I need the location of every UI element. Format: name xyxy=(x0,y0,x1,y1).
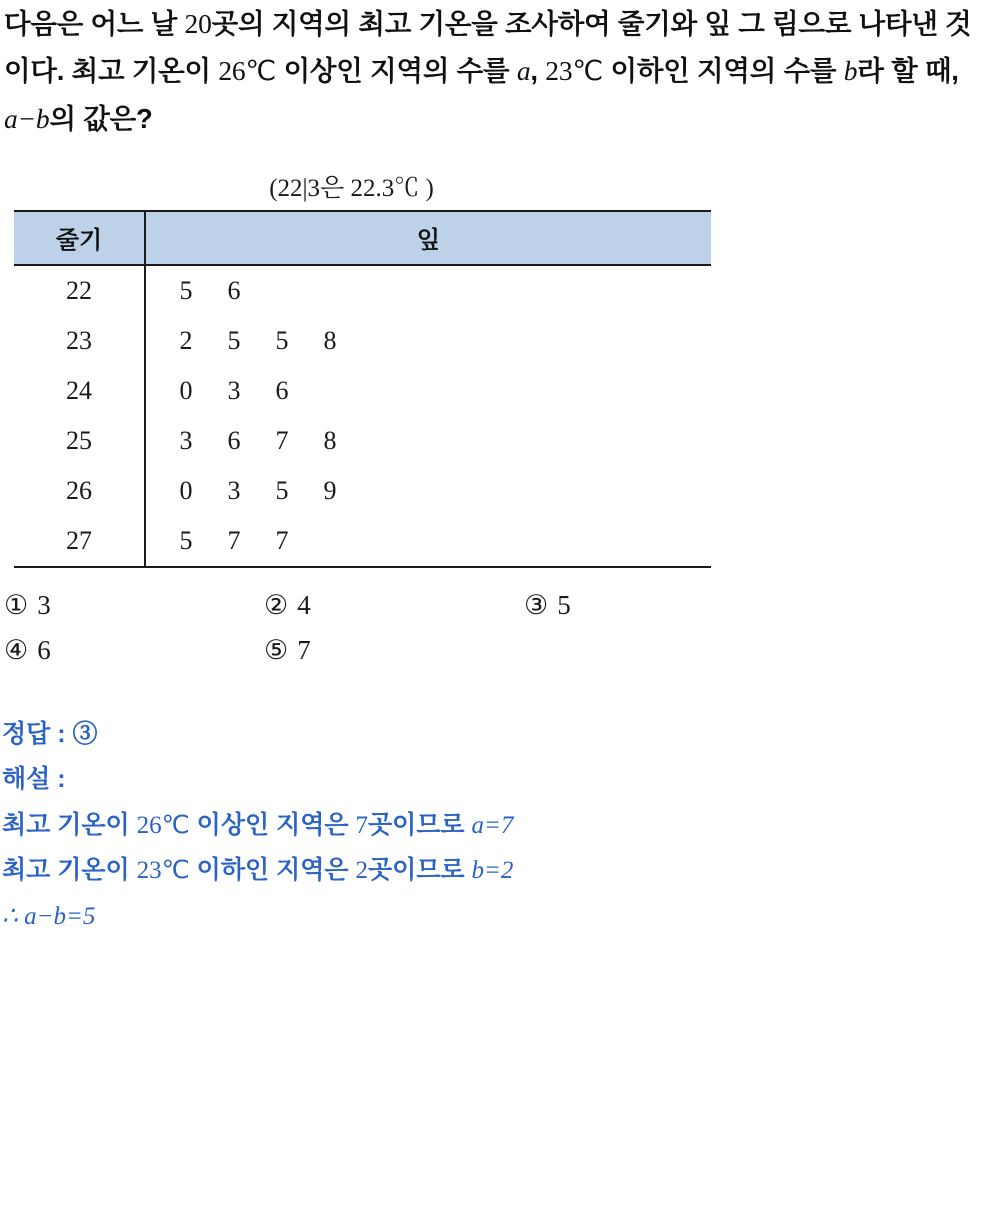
leaf-value: 6 xyxy=(275,375,289,405)
leaf-values xyxy=(145,516,711,567)
choice-4-label: 6 xyxy=(37,634,51,665)
answer-value: ③ xyxy=(72,719,98,748)
expl2-eq-b: b=2 xyxy=(471,857,514,885)
choice-4[interactable] xyxy=(4,635,264,666)
leaf-value: 3 xyxy=(179,425,193,455)
stem-value: 26 xyxy=(14,466,145,516)
leaf-value: 3 xyxy=(227,375,241,405)
choice-3-marker: ③ xyxy=(524,589,549,620)
leaf-value: 5 xyxy=(227,325,241,355)
table-row xyxy=(14,466,711,516)
stem-text-3: 림으로 나타낸 것이다. 최고 기온이 xyxy=(4,8,972,87)
table-header-row xyxy=(14,211,711,265)
choice-2[interactable] xyxy=(264,590,524,621)
stem-value: 27 xyxy=(14,516,145,567)
leaf-value: 0 xyxy=(179,475,193,505)
expl1-temp-26: 26℃ xyxy=(136,811,190,839)
choice-1-label: 3 xyxy=(37,589,51,620)
choice-5-label: 7 xyxy=(297,634,311,665)
stem-text-6: 이하인 지역의 수를 xyxy=(603,55,844,87)
question-stem xyxy=(4,0,979,142)
leaf-value: 9 xyxy=(323,475,337,505)
choice-row-1 xyxy=(4,590,784,621)
answer-choices xyxy=(4,590,784,666)
leaf-value: 0 xyxy=(179,375,193,405)
leaf-value: 5 xyxy=(179,525,193,555)
explanation-line-3: ∴ a−b=5 xyxy=(2,902,96,930)
leaf-value: 3 xyxy=(227,475,241,505)
choice-5-marker: ⑤ xyxy=(264,634,289,665)
explanation-line-2 xyxy=(2,848,993,894)
stem-and-leaf-table xyxy=(14,210,711,568)
header-stem: 줄기 xyxy=(14,211,145,265)
leaf-values xyxy=(145,416,711,466)
stem-text-5: , xyxy=(530,55,538,87)
choice-2-label: 4 xyxy=(297,589,311,620)
expl1-count: 7 xyxy=(355,811,368,839)
expl1-eq-a: a=7 xyxy=(471,811,514,839)
expl1-text-1: 최고 기온이 xyxy=(2,810,137,839)
stem-text-8: 의 값은? xyxy=(49,102,153,134)
stem-var-a: a xyxy=(516,55,531,87)
expl2-text-2: 이하인 지역은 xyxy=(189,856,356,885)
expl2-text-3: 곳이므로 xyxy=(367,856,472,885)
stem-value: 23 xyxy=(14,316,145,366)
choice-5[interactable] xyxy=(264,635,524,666)
header-leaf: 잎 xyxy=(145,211,711,265)
table-row xyxy=(14,416,711,466)
leaf-value: 7 xyxy=(275,425,289,455)
choice-3-label: 5 xyxy=(557,589,571,620)
table-row xyxy=(14,265,711,316)
table-row xyxy=(14,316,711,366)
stem-text-7: 라 할 때, xyxy=(857,55,959,87)
leaf-values xyxy=(145,316,711,366)
choice-row-2 xyxy=(4,635,784,666)
stem-value: 22 xyxy=(14,265,145,316)
table-row xyxy=(14,366,711,416)
choice-1[interactable] xyxy=(4,590,264,621)
stem-var-b: b xyxy=(843,55,858,87)
stem-text-1: 다음은 어느 날 xyxy=(4,8,185,39)
choice-spacer xyxy=(524,635,784,666)
leaf-value: 5 xyxy=(179,275,193,305)
table-caption: (22|3은 22.3℃ ) xyxy=(269,174,434,202)
stem-expr-a-minus-b: a−b xyxy=(4,102,50,134)
leaf-value: 8 xyxy=(323,425,337,455)
choice-2-marker: ② xyxy=(264,589,289,620)
explanation-label: 해설 : xyxy=(2,765,66,794)
answer-line xyxy=(2,712,993,758)
leaf-value: 6 xyxy=(227,425,241,455)
leaf-value: 5 xyxy=(275,475,289,505)
table-row xyxy=(14,516,711,567)
expl1-text-2: 이상인 지역은 xyxy=(189,810,356,839)
leaf-values xyxy=(145,366,711,416)
choice-1-marker: ① xyxy=(4,589,29,620)
expl2-text-1: 최고 기온이 xyxy=(2,856,137,885)
expl2-temp-23: 23℃ xyxy=(136,857,190,885)
expl1-text-3: 곳이므로 xyxy=(367,810,472,839)
stem-text-2: 곳의 지역의 최고 기온을 조사하여 줄기와 잎 그 xyxy=(211,8,765,39)
stem-value: 25 xyxy=(14,416,145,466)
stem-temp-23: 23℃ xyxy=(545,55,604,87)
stem-number-20: 20 xyxy=(184,8,212,39)
explanation-line-1 xyxy=(2,803,993,849)
leaf-value: 5 xyxy=(275,325,289,355)
leaf-value: 2 xyxy=(179,325,193,355)
stem-text-4: 이상인 지역의 수를 xyxy=(276,55,517,87)
leaf-value: 6 xyxy=(227,275,241,305)
leaf-values xyxy=(145,265,711,316)
choice-3[interactable] xyxy=(524,590,784,621)
leaf-value: 7 xyxy=(275,525,289,555)
leaf-value: 8 xyxy=(323,325,337,355)
answer-label: 정답 : xyxy=(2,719,73,748)
leaf-value: 7 xyxy=(227,525,241,555)
choice-4-marker: ④ xyxy=(4,634,29,665)
stem-temp-26: 26℃ xyxy=(218,55,277,87)
stem-value: 24 xyxy=(14,366,145,416)
leaf-values xyxy=(145,466,711,516)
solution-block xyxy=(2,712,993,940)
expl2-count: 2 xyxy=(355,857,368,885)
